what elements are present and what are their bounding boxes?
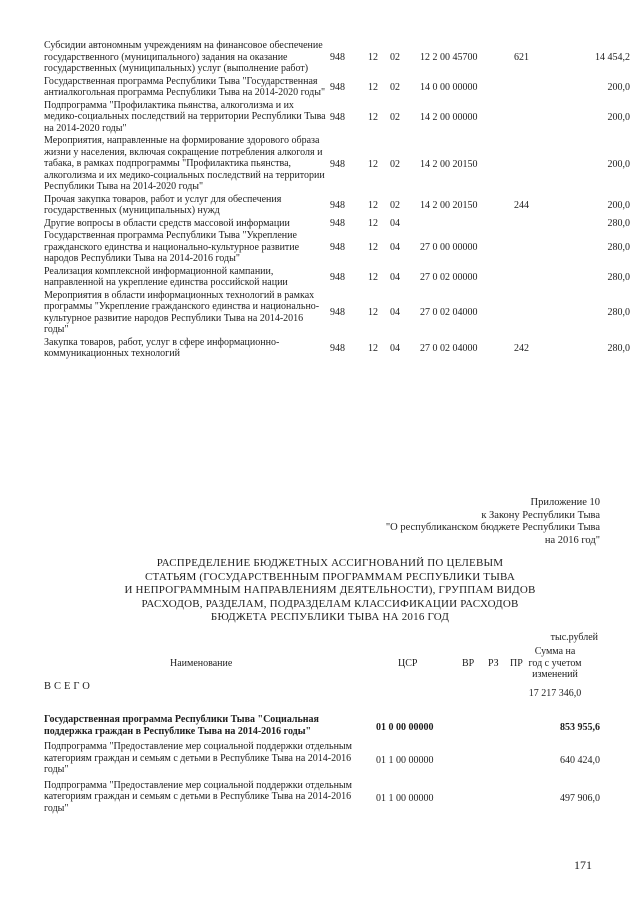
header-pr: ПР [510, 658, 523, 669]
header-sum-line: изменений [532, 669, 578, 680]
row-csr: 27 0 00 00000 [420, 242, 478, 253]
table-row [44, 290, 634, 337]
row-ved: 948 [330, 199, 345, 211]
row-vr [514, 100, 554, 136]
appendix-line: Приложение 10 [530, 497, 600, 508]
row-pr: 04 [390, 307, 400, 319]
row-sum: 280,0 [607, 342, 630, 354]
row-sum: 200,0 [607, 158, 630, 170]
header-rz: РЗ [488, 658, 499, 669]
row-csr: 14 2 00 20150 [420, 158, 478, 170]
table-row [44, 135, 634, 194]
appendix-reference [386, 497, 600, 547]
title-line: РАСХОДОВ, РАЗДЕЛАМ, ПОДРАЗДЕЛАМ КЛАССИФИКАЦИИ РАСХОДОВ [141, 597, 519, 610]
row-name: Реализация комплексной информационной кампании, направленной на укрепление единства российской нации [44, 265, 288, 288]
program-allocation-table [44, 714, 600, 818]
row-sum: 200,0 [607, 199, 630, 211]
row-amount: 497 906,0 [560, 793, 600, 804]
header-sum-line: Сумма на [534, 646, 576, 657]
row-name: Государственная программа Республики Тыва "Государственная антиалкогольная программа Республики Тыва на 2014-2020 годы" [44, 75, 326, 98]
row-csr: 01 1 00 00000 [376, 754, 434, 766]
row-vr: 244 [514, 199, 529, 211]
row-ved: 948 [330, 342, 345, 354]
row-sum: 280,0 [607, 271, 630, 283]
table-row [44, 780, 600, 819]
title-line: СТАТЬЯМ (ГОСУДАРСТВЕННЫМ ПРОГРАММАМ РЕСПУБЛИКИ ТЫВА [145, 570, 515, 583]
row-rz: 12 [368, 111, 378, 123]
table-row [44, 76, 634, 100]
row-name: Подпрограмма "Предоставление мер социальной поддержки отдельным категориям граждан и семьям с детьми в Республике Тыва на 2014-2016 годы" [44, 741, 352, 775]
row-ved: 948 [330, 81, 345, 93]
row-pr: 02 [390, 158, 400, 170]
expenditure-table-top [44, 40, 634, 361]
appendix-line: к Закону Республики Тыва [481, 509, 600, 521]
row-csr: 14 2 00 20150 [420, 199, 478, 211]
row-amount: 853 955,6 [560, 721, 600, 733]
title-line: БЮДЖЕТА РЕСПУБЛИКИ ТЫВА НА 2016 ГОД [210, 611, 450, 623]
total-label: ВСЕГО [44, 681, 93, 692]
row-vr [514, 266, 554, 290]
row-pr: 04 [390, 242, 400, 253]
table-row [44, 194, 634, 218]
page-number: 171 [574, 858, 592, 872]
row-vr: 621 [514, 52, 529, 63]
row-name: Государственная программа Республики Тыва "Укрепление гражданского единства и национально-культурное развитие народов Республики Тыва на 2014-2016 годы" [44, 230, 300, 264]
row-ved: 948 [330, 111, 345, 123]
row-pr: 02 [390, 81, 400, 93]
row-pr: 02 [390, 111, 400, 123]
row-vr [514, 76, 554, 100]
row-ved: 948 [330, 242, 345, 253]
row-rz: 12 [368, 52, 378, 63]
row-sum: 200,0 [607, 111, 630, 123]
row-vr [514, 218, 554, 231]
row-sum: 280,0 [607, 218, 630, 229]
row-csr: 14 2 00 00000 [420, 111, 478, 123]
table-row [44, 266, 634, 290]
row-ved: 948 [330, 158, 345, 170]
row-rz: 12 [368, 271, 378, 283]
table-row [44, 337, 634, 361]
table-row [44, 230, 634, 266]
row-csr [420, 218, 514, 231]
row-rz: 12 [368, 242, 378, 253]
row-name: Закупка товаров, работ, услуг в сфере информационно-коммуникационных технологий [44, 336, 280, 359]
row-ved: 948 [330, 218, 345, 229]
row-rz: 12 [368, 218, 378, 229]
row-ved: 948 [330, 52, 345, 63]
row-rz: 12 [368, 81, 378, 93]
row-name: Мероприятия, направленные на формирование здорового образа жизни у населения, включая сокращение потребления алкоголя и табака, в рамках подпрограммы "Профилактика пьянства, алкоголизма и их медико-социальных последствий на территории Республики Тыва на 2014-2020 годы" [44, 135, 325, 192]
row-name: Подпрограмма "Предоставление мер социальной поддержки отдельным категориям граждан и семьям с детьми в Республике Тыва на 2014-2016 годы" [44, 779, 352, 814]
appendix-line: на 2016 год" [544, 534, 600, 546]
row-ved: 948 [330, 307, 345, 319]
header-csr: ЦСР [398, 658, 418, 669]
row-csr: 27 0 02 04000 [420, 342, 478, 354]
row-csr: 01 1 00 00000 [376, 793, 434, 804]
document-title [80, 557, 580, 625]
row-sum: 14 454,2 [595, 52, 630, 63]
row-csr: 14 0 00 00000 [420, 81, 478, 93]
title-line: И НЕПРОГРАММНЫМ НАПРАВЛЕНИЯМ ДЕЯТЕЛЬНОСТИ), ГРУППАМ ВИДОВ [124, 584, 536, 596]
row-csr: 27 0 02 04000 [420, 307, 478, 319]
title-line: РАСПРЕДЕЛЕНИЕ БЮДЖЕТНЫХ АССИГНОВАНИЙ ПО ЦЕЛЕВЫМ [156, 557, 504, 569]
table-row [44, 714, 600, 741]
row-vr [514, 290, 554, 337]
header-sum [510, 646, 600, 681]
row-pr: 04 [390, 271, 400, 283]
row-vr: 242 [514, 342, 529, 354]
row-rz: 12 [368, 307, 378, 319]
table-row [44, 100, 634, 136]
row-csr: 12 2 00 45700 [420, 52, 478, 63]
table-row [44, 40, 634, 76]
header-sum-line: год с учетом [528, 657, 582, 669]
row-name: Государственная программа Республики Тыва "Социальная поддержка граждан в Республике Тыва на 2014-2016 годы" [44, 714, 319, 737]
row-pr: 02 [390, 199, 400, 211]
total-value: 17 217 346,0 [528, 688, 582, 699]
row-sum: 280,0 [607, 307, 630, 319]
row-sum: 280,0 [607, 242, 630, 253]
appendix-line: "О республиканском бюджете Республики Тыва [385, 522, 600, 533]
row-amount: 640 424,0 [560, 754, 600, 766]
row-sum: 200,0 [607, 81, 630, 93]
row-pr: 04 [390, 218, 400, 229]
table-row [44, 218, 634, 231]
row-name: Подпрограмма "Профилактика пьянства, алкоголизма и их медико-социальных последствий на территории Республики Тыва на 2014-2020 годы" [44, 99, 326, 134]
row-pr: 04 [390, 342, 400, 354]
row-name: Другие вопросы в области средств массовой информации [44, 217, 290, 229]
row-ved: 948 [330, 271, 345, 283]
unit-label: тыс.рублей [550, 632, 598, 643]
row-rz: 12 [368, 342, 378, 354]
row-vr [514, 135, 554, 194]
row-name: Прочая закупка товаров, работ и услуг для обеспечения государственных (муниципальных) нужд [44, 193, 282, 216]
header-vr: ВР [462, 658, 475, 669]
row-csr: 27 0 02 00000 [420, 271, 478, 283]
row-vr [514, 230, 554, 266]
row-csr: 01 0 00 00000 [376, 721, 434, 733]
table-row [44, 741, 600, 780]
row-rz: 12 [368, 158, 378, 170]
row-rz: 12 [368, 199, 378, 211]
row-name: Субсидии автономным учреждениям на финансовое обеспечение государственного (муниципального) задания на оказание государственных (муниципальных) услуг (выполнение работ) [44, 40, 323, 74]
row-name: Мероприятия в области информационных технологий в рамках программы "Укрепление гражданского единства и национально-культурное развитие народов Республики Тыва на 2014-2016 годы" [44, 289, 320, 335]
row-pr: 02 [390, 52, 400, 63]
header-name: Наименование [170, 658, 233, 669]
